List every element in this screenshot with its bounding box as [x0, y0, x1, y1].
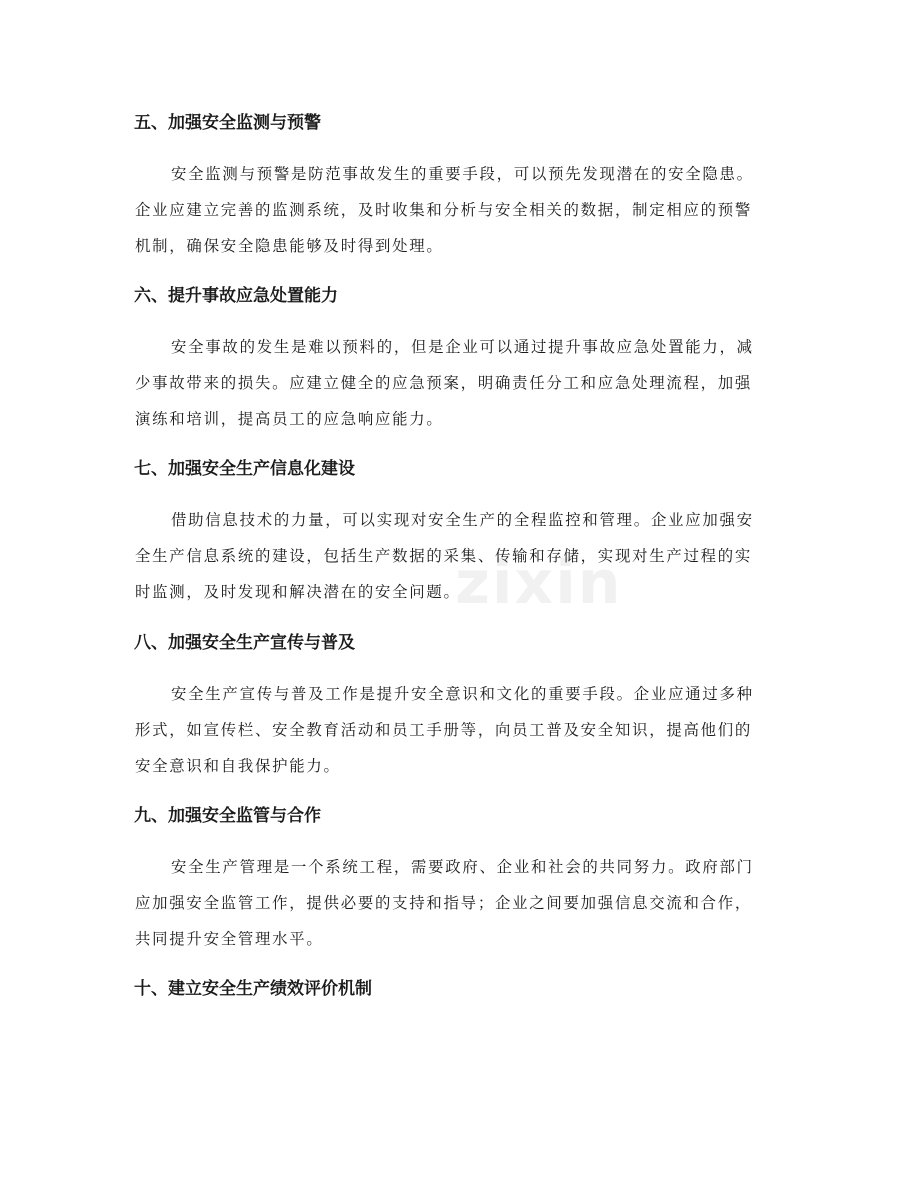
section-heading: 五、加强安全监测与预警 — [134, 113, 321, 133]
paragraph-line: 少事故带来的损失。应建立健全的应急预案，明确责任分工和应急处理流程，加强 — [135, 374, 753, 392]
paragraph-line: 安全生产管理是一个系统工程，需要政府、企业和社会的共同努力。政府部门 — [171, 858, 754, 876]
section-heading: 六、提升事故应急处置能力 — [134, 286, 338, 306]
section-heading: 九、加强安全监管与合作 — [134, 806, 321, 826]
paragraph-line: 全生产信息系统的建设，包括生产数据的采集、传输和存储，实现对生产过程的实 — [135, 547, 753, 565]
paragraph-line: 演练和培训，提高员工的应急响应能力。 — [135, 410, 444, 428]
paragraph-line: 安全意识和自我保护能力。 — [135, 757, 341, 775]
paragraph-line: 共同提升安全管理水平。 — [135, 930, 324, 948]
section-heading: 七、加强安全生产信息化建设 — [134, 459, 355, 479]
paragraph-line: 安全监测与预警是防范事故发生的重要手段，可以预先发现潜在的安全隐患。 — [171, 165, 754, 183]
paragraph-line: 机制，确保安全隐患能够及时得到处理。 — [135, 237, 444, 255]
paragraph-line: 企业应建立完善的监测系统，及时收集和分析与安全相关的数据，制定相应的预警 — [135, 201, 753, 219]
paragraph-line: 借助信息技术的力量，可以实现对安全生产的全程监控和管理。企业应加强安 — [171, 511, 754, 529]
paragraph-line: 安全生产宣传与普及工作是提升安全意识和文化的重要手段。企业应通过多种 — [171, 685, 754, 703]
paragraph-line: 形式，如宣传栏、安全教育活动和员工手册等，向员工普及安全知识，提高他们的 — [135, 721, 753, 739]
section-heading: 八、加强安全生产宣传与普及 — [134, 633, 355, 653]
section-heading: 十、建立安全生产绩效评价机制 — [134, 979, 372, 999]
watermark: zixin — [455, 548, 623, 618]
paragraph-line: 时监测，及时发现和解决潜在的安全问题。 — [135, 583, 461, 601]
paragraph-line: 应加强安全监管工作，提供必要的支持和指导；企业之间要加强信息交流和合作， — [135, 894, 753, 912]
paragraph-line: 安全事故的发生是难以预料的，但是企业可以通过提升事故应急处置能力，减 — [171, 338, 754, 356]
